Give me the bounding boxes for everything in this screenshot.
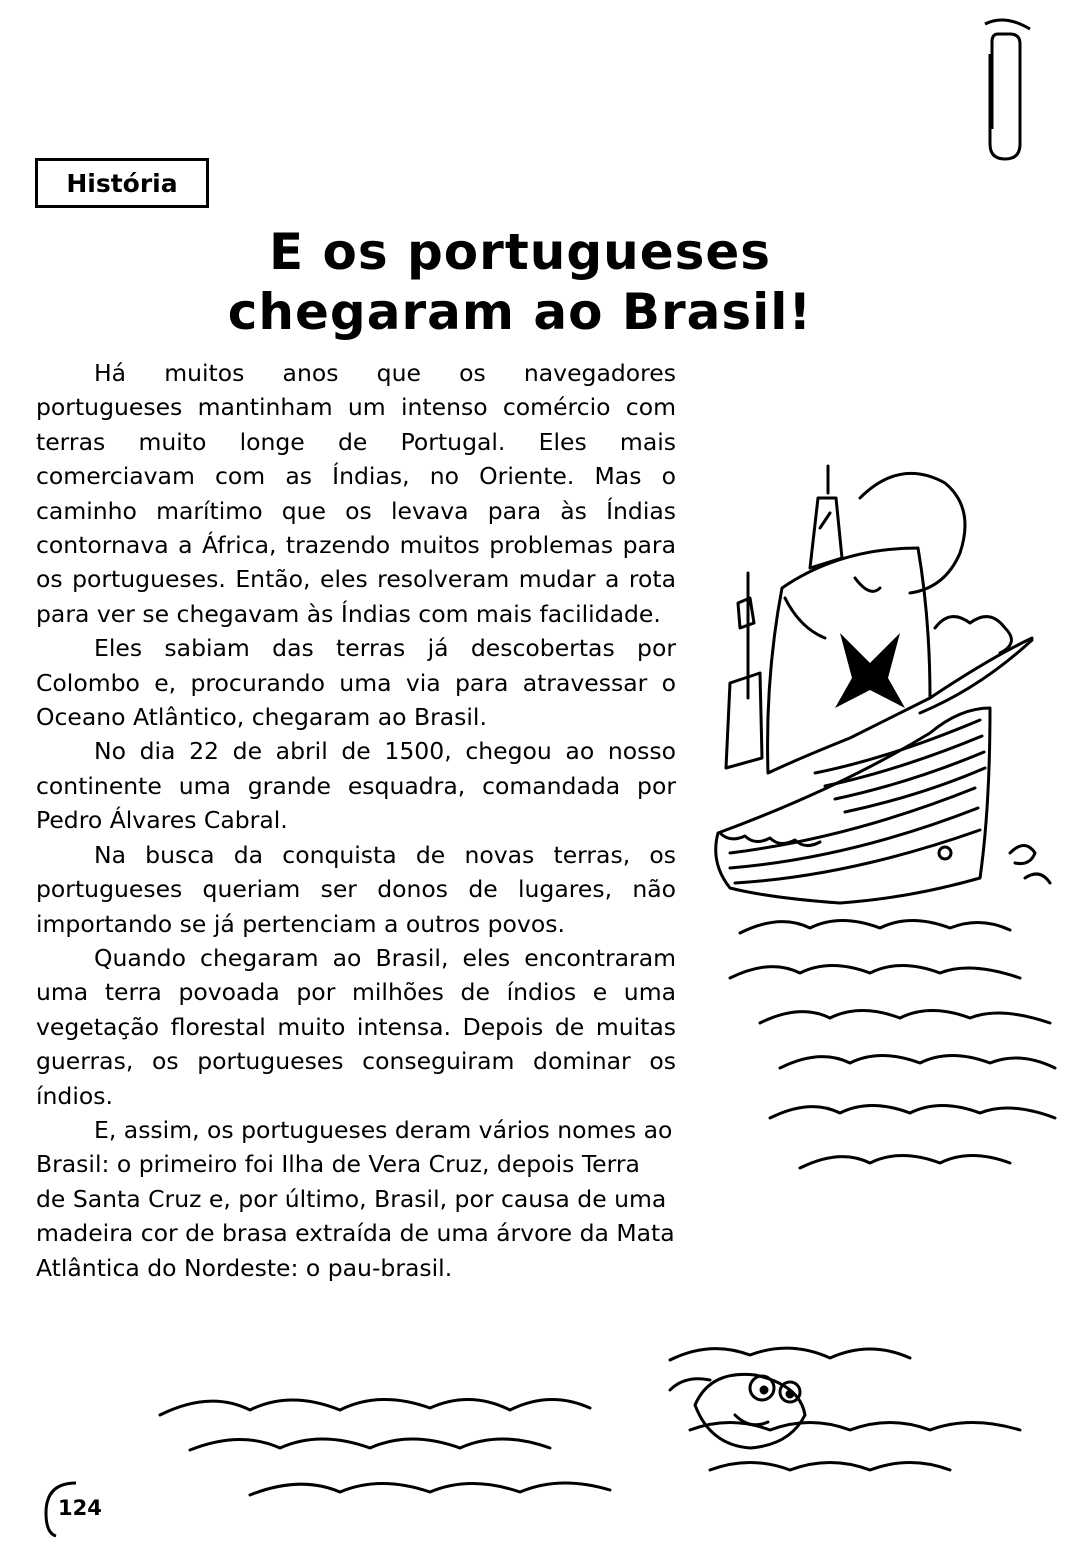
page-title bbox=[180, 222, 860, 342]
page-number-label: 124 bbox=[58, 1496, 102, 1520]
subject-label: História bbox=[35, 158, 209, 208]
fish-illustration bbox=[150, 1330, 1050, 1530]
paragraph: Há muitos anos que os navegadores portugueses mantinham um intenso comércio com terras muito longe de Portugal. Eles mais comerciavam com as Índias, no Oriente. Mas o caminho marítimo que os levava para às Índias contornava a África, trazendo muitos problemas para os portugueses. Então, eles resolveram mudar a rota para ver se chegavam às Índias com mais facilidade. bbox=[36, 359, 676, 628]
caravel-illustration bbox=[690, 458, 1060, 1198]
paragraph: Eles sabiam das terras já descobertas por Colombo e, procurando uma via para atravessar o Oceano Atlântico, chegaram ao Brasil. bbox=[36, 634, 676, 732]
title-line-2: chegaram ao Brasil! bbox=[227, 283, 813, 341]
title-line-1: E os portugueses bbox=[268, 223, 772, 281]
page-number bbox=[36, 1478, 116, 1538]
paragraph: No dia 22 de abril de 1500, chegou ao nosso continente uma grande esquadra, comandada por Pedro Álvares Cabral. bbox=[36, 737, 676, 835]
paragraph: Na busca da conquista de novas terras, os portugueses queriam ser donos de lugares, não importando se já pertenciam a outros povos. bbox=[36, 840, 676, 938]
article-body bbox=[36, 356, 676, 1285]
paragraph: E, assim, os portugueses deram vários nomes ao Brasil: o primeiro foi Ilha de Vera Cruz, depois Terra de Santa Cruz e, por último, Brasil, por causa de uma madeira cor de brasa extraída de uma árvore da Mata Atlântica do Nordeste: o pau-brasil. bbox=[36, 1115, 675, 1282]
paragraph: Quando chegaram ao Brasil, eles encontraram uma terra povoada por milhões de índios e uma vegetação florestal muito intensa. Depois de muitas guerras, os portugueses conseguiram dominar os índios. bbox=[36, 943, 676, 1110]
paper-clip-icon bbox=[970, 14, 1040, 164]
